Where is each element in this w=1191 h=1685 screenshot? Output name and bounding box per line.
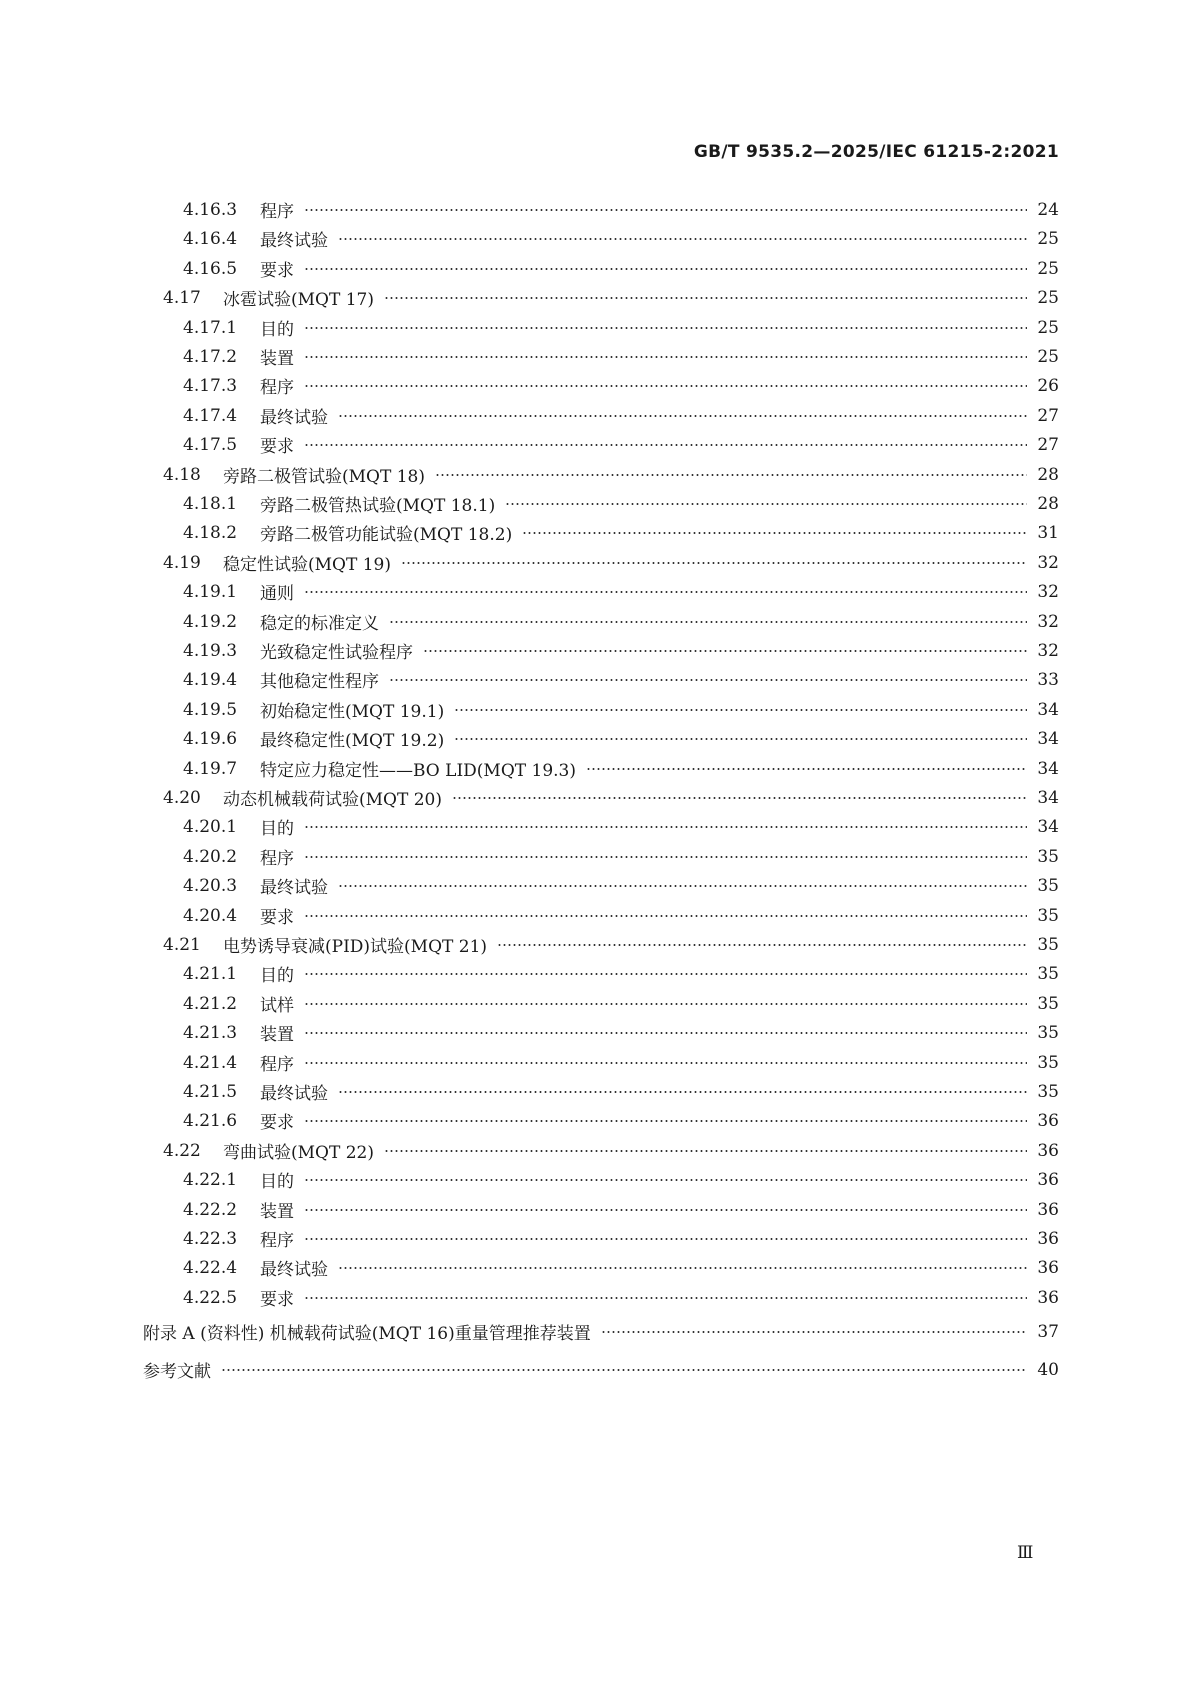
- toc-entry-page: 25: [1037, 228, 1059, 249]
- toc-entry-number: 4.18: [163, 464, 201, 485]
- toc-entry-title: 弯曲试验(MQT 22): [223, 1143, 374, 1163]
- toc-entry-number: 4.20.4: [183, 905, 238, 926]
- toc-entry-number: 4.22.2: [183, 1199, 238, 1220]
- toc-entry[interactable]: [0, 988, 1059, 1019]
- toc-entry-number: 4.21: [163, 934, 201, 955]
- toc-entry-page: 35: [1037, 1052, 1059, 1073]
- toc-dot-leader: [401, 562, 1027, 564]
- toc-entry[interactable]: [0, 1252, 1059, 1283]
- toc-dot-leader: [304, 356, 1027, 358]
- toc-entry-page: 34: [1037, 758, 1059, 779]
- toc-entry[interactable]: [0, 606, 1059, 637]
- toc-entry-title: 目的: [260, 966, 294, 986]
- toc-dot-leader: [304, 444, 1027, 446]
- toc-entry-title: 目的: [260, 320, 294, 340]
- toc-entry-title: 最终试验: [260, 408, 328, 428]
- toc-dot-leader: [304, 591, 1027, 593]
- toc-entry[interactable]: [0, 664, 1059, 695]
- toc-entry-page: 36: [1037, 1169, 1059, 1190]
- toc-entry-number: 4.20.3: [183, 875, 238, 896]
- toc-entry-title: 程序: [260, 1055, 294, 1075]
- toc-entry-page: 26: [1037, 375, 1059, 396]
- toc-entry-title: 要求: [260, 1113, 294, 1133]
- toc-entry-page: 36: [1037, 1228, 1059, 1249]
- toc-entry-number: 4.16.5: [183, 258, 238, 279]
- toc-entry-page: 25: [1037, 287, 1059, 308]
- toc-entry-page: 32: [1037, 640, 1059, 661]
- toc-entry-page: 35: [1037, 963, 1059, 984]
- toc-entry[interactable]: [0, 429, 1059, 460]
- toc-entry[interactable]: [0, 811, 1059, 842]
- toc-dot-leader: [304, 1297, 1027, 1299]
- toc-entry-page: 35: [1037, 993, 1059, 1014]
- toc-entry-title: 要求: [260, 261, 294, 281]
- toc-entry-title: 最终试验: [260, 1084, 328, 1104]
- toc-dot-leader: [338, 415, 1027, 417]
- toc-entry-number: 4.22.3: [183, 1228, 238, 1249]
- toc-entry-number: 4.16.4: [183, 228, 238, 249]
- toc-entry-title: 稳定性试验(MQT 19): [223, 555, 391, 575]
- toc-entry-title: 旁路二极管功能试验(MQT 18.2): [260, 525, 513, 545]
- toc-dot-leader: [304, 1238, 1027, 1240]
- toc-dot-leader: [304, 1209, 1027, 1211]
- toc-entry[interactable]: [0, 723, 1059, 754]
- toc-dot-leader: [304, 1062, 1027, 1064]
- toc-entry-page: 36: [1037, 1140, 1059, 1161]
- toc-entry-title: 程序: [260, 849, 294, 869]
- toc-entry-number: 4.22: [163, 1140, 201, 1161]
- toc-entry-title: 要求: [260, 437, 294, 457]
- toc-entry-number: 4.18.2: [183, 522, 238, 543]
- toc-dot-leader: [304, 385, 1027, 387]
- toc-entry[interactable]: [0, 517, 1059, 548]
- toc-entry[interactable]: [0, 694, 1059, 725]
- toc-entry-number: 4.17.4: [183, 405, 238, 426]
- toc-entry-number: 4.21.6: [183, 1110, 238, 1131]
- toc-dot-leader: [384, 297, 1027, 299]
- toc-dot-leader: [304, 327, 1027, 329]
- toc-entry-title: 电势诱导衰减(PID)试验(MQT 21): [223, 937, 488, 957]
- toc-entry[interactable]: [0, 1164, 1059, 1195]
- toc-entry-page: 34: [1037, 728, 1059, 749]
- toc-dot-leader: [338, 885, 1027, 887]
- toc-entry[interactable]: [0, 870, 1059, 901]
- toc-entry-number: 4.19.6: [183, 728, 238, 749]
- toc-entry-title: 特定应力稳定性——BO LID(MQT 19.3): [260, 761, 576, 781]
- toc-entry-page: 25: [1037, 317, 1059, 338]
- toc-dot-leader: [304, 1179, 1027, 1181]
- toc-entry-number: 4.17.1: [183, 317, 238, 338]
- toc-entry-title: 光致稳定性试验程序: [260, 643, 413, 663]
- toc-entry-number: 4.20.2: [183, 846, 238, 867]
- toc-entry-title: 冰雹试验(MQT 17): [223, 290, 374, 310]
- toc-entry-title: 旁路二极管试验(MQT 18): [223, 467, 425, 487]
- toc-entry-page: 25: [1037, 346, 1059, 367]
- toc-dot-leader: [304, 1032, 1027, 1034]
- toc-entry-number: 4.21.3: [183, 1022, 238, 1043]
- toc-entry-number: 4.22.4: [183, 1257, 238, 1278]
- toc-entry[interactable]: [0, 547, 1059, 578]
- toc-dot-leader: [304, 209, 1027, 211]
- toc-entry-title: 要求: [260, 908, 294, 928]
- toc-entry-title: 最终试验: [260, 231, 328, 251]
- toc-entry-title: 程序: [260, 378, 294, 398]
- toc-dot-leader: [384, 1150, 1027, 1152]
- toc-entry-number: 4.21.5: [183, 1081, 238, 1102]
- toc-entry-page: 28: [1037, 493, 1059, 514]
- toc-entry-number: 4.20: [163, 787, 201, 808]
- toc-entry-page: 32: [1037, 611, 1059, 632]
- toc-entry-page: 37: [1037, 1321, 1059, 1342]
- toc-entry[interactable]: [0, 400, 1059, 431]
- toc-entry-number: 4.21.1: [183, 963, 238, 984]
- toc-entry[interactable]: [0, 282, 1059, 313]
- toc-entry-page: 40: [1037, 1359, 1059, 1380]
- toc-entry-title: 其他稳定性程序: [260, 672, 379, 692]
- toc-dot-leader: [423, 650, 1027, 652]
- toc-dot-leader: [454, 738, 1027, 740]
- toc-entry-number: 4.19.7: [183, 758, 238, 779]
- toc-entry[interactable]: [0, 1047, 1059, 1078]
- toc-dot-leader: [454, 709, 1027, 711]
- toc-entry[interactable]: [0, 223, 1059, 254]
- toc-entry-page: 36: [1037, 1110, 1059, 1131]
- toc-entry[interactable]: [0, 782, 1059, 813]
- toc-dot-leader: [304, 826, 1027, 828]
- toc-entry-title: 最终试验: [260, 878, 328, 898]
- toc-entry-number: 4.22.5: [183, 1287, 238, 1308]
- toc-entry-number: 4.16.3: [183, 199, 238, 220]
- toc-entry-number: 4.19.1: [183, 581, 238, 602]
- toc-entry-page: 36: [1037, 1287, 1059, 1308]
- toc-entry-title: 初始稳定性(MQT 19.1): [260, 702, 445, 722]
- toc-entry-page: 27: [1037, 434, 1059, 455]
- toc-entry[interactable]: [0, 459, 1059, 490]
- toc-entry-page: 34: [1037, 699, 1059, 720]
- toc-entry-number: 4.20.1: [183, 816, 238, 837]
- toc-entry-page: 31: [1037, 522, 1059, 543]
- toc-entry-page: 36: [1037, 1199, 1059, 1220]
- toc-entry-page: 25: [1037, 258, 1059, 279]
- toc-entry[interactable]: [0, 958, 1059, 989]
- toc-entry-number: 4.21.2: [183, 993, 238, 1014]
- toc-entry[interactable]: [0, 1282, 1059, 1313]
- toc-entry[interactable]: [0, 635, 1059, 666]
- toc-entry-title: 附录 A (资料性) 机械载荷试验(MQT 16)重量管理推荐装置: [143, 1324, 591, 1344]
- toc-dot-leader: [601, 1331, 1027, 1333]
- toc-entry[interactable]: [0, 341, 1059, 372]
- toc-dot-leader: [586, 768, 1027, 770]
- toc-entry-page: 35: [1037, 934, 1059, 955]
- toc-entry-title: 程序: [260, 1231, 294, 1251]
- toc-entry[interactable]: [0, 1354, 1059, 1385]
- toc-entry-title: 通则: [260, 584, 294, 604]
- toc-entry-number: 4.22.1: [183, 1169, 238, 1190]
- toc-entry[interactable]: [0, 1076, 1059, 1107]
- toc-entry-page: 36: [1037, 1257, 1059, 1278]
- toc-entry-title: 要求: [260, 1290, 294, 1310]
- toc-entry[interactable]: [0, 194, 1059, 225]
- page-number: Ⅲ: [1017, 1543, 1034, 1563]
- toc-dot-leader: [221, 1369, 1027, 1371]
- toc-dot-leader: [497, 944, 1027, 946]
- toc-entry[interactable]: [0, 753, 1059, 784]
- toc-entry[interactable]: [0, 576, 1059, 607]
- toc-dot-leader: [338, 1091, 1027, 1093]
- toc-dot-leader: [389, 621, 1027, 623]
- toc-dot-leader: [389, 679, 1027, 681]
- toc-entry[interactable]: [0, 900, 1059, 931]
- toc-entry-number: 4.19.2: [183, 611, 238, 632]
- toc-entry-number: 4.17.3: [183, 375, 238, 396]
- toc-entry-number: 4.21.4: [183, 1052, 238, 1073]
- toc-entry-title: 装置: [260, 1025, 294, 1045]
- toc-entry-page: 34: [1037, 816, 1059, 837]
- toc-entry-page: 35: [1037, 1081, 1059, 1102]
- toc-entry-title: 稳定的标准定义: [260, 614, 379, 634]
- toc-dot-leader: [304, 1003, 1027, 1005]
- toc-entry-title: 动态机械载荷试验(MQT 20): [223, 790, 442, 810]
- document-header: GB/T 9535.2—2025/IEC 61215-2:2021: [693, 142, 1059, 162]
- toc-entry-page: 34: [1037, 787, 1059, 808]
- toc-entry-title: 装置: [260, 349, 294, 369]
- toc-entry-page: 32: [1037, 552, 1059, 573]
- toc-entry-page: 35: [1037, 905, 1059, 926]
- toc-entry[interactable]: [0, 841, 1059, 872]
- toc-dot-leader: [304, 1120, 1027, 1122]
- toc-entry-title: 试样: [260, 996, 294, 1016]
- toc-dot-leader: [304, 915, 1027, 917]
- toc-entry[interactable]: [0, 370, 1059, 401]
- toc-entry[interactable]: [0, 1135, 1059, 1166]
- toc-entry-title: 旁路二极管热试验(MQT 18.1): [260, 496, 496, 516]
- toc-dot-leader: [522, 532, 1027, 534]
- toc-entry[interactable]: [0, 929, 1059, 960]
- toc-entry-number: 4.19.5: [183, 699, 238, 720]
- toc-entry[interactable]: [0, 1223, 1059, 1254]
- toc-dot-leader: [505, 503, 1027, 505]
- toc-dot-leader: [304, 268, 1027, 270]
- toc-dot-leader: [338, 238, 1027, 240]
- toc-entry-number: 4.18.1: [183, 493, 238, 514]
- toc-entry[interactable]: [0, 1316, 1059, 1347]
- toc-entry-title: 程序: [260, 202, 294, 222]
- toc-entry[interactable]: [0, 253, 1059, 284]
- toc-entry-title: 最终试验: [260, 1260, 328, 1280]
- toc-dot-leader: [304, 973, 1027, 975]
- toc-entry-number: 4.19: [163, 552, 201, 573]
- toc-entry-number: 4.17.2: [183, 346, 238, 367]
- toc-entry-page: 32: [1037, 581, 1059, 602]
- toc-entry-title: 参考文献: [143, 1362, 211, 1382]
- toc-entry-page: 35: [1037, 846, 1059, 867]
- toc-entry-title: 装置: [260, 1202, 294, 1222]
- toc-dot-leader: [452, 797, 1027, 799]
- toc-entry[interactable]: [0, 1105, 1059, 1136]
- toc-entry-title: 目的: [260, 819, 294, 839]
- toc-entry-page: 24: [1037, 199, 1059, 220]
- toc-entry-page: 28: [1037, 464, 1059, 485]
- toc-entry-page: 33: [1037, 669, 1059, 690]
- toc-entry-number: 4.17: [163, 287, 201, 308]
- toc-entry-title: 最终稳定性(MQT 19.2): [260, 731, 445, 751]
- toc-entry[interactable]: [0, 312, 1059, 343]
- toc-entry-page: 27: [1037, 405, 1059, 426]
- toc-entry-page: 35: [1037, 875, 1059, 896]
- toc-entry[interactable]: [0, 1017, 1059, 1048]
- toc-entry-title: 目的: [260, 1172, 294, 1192]
- toc-entry-number: 4.17.5: [183, 434, 238, 455]
- toc-entry[interactable]: [0, 488, 1059, 519]
- toc-dot-leader: [435, 474, 1027, 476]
- toc-dot-leader: [338, 1267, 1027, 1269]
- toc-entry[interactable]: [0, 1194, 1059, 1225]
- toc-entry-number: 4.19.4: [183, 669, 238, 690]
- toc-entry-number: 4.19.3: [183, 640, 238, 661]
- toc-dot-leader: [304, 856, 1027, 858]
- toc-entry-page: 35: [1037, 1022, 1059, 1043]
